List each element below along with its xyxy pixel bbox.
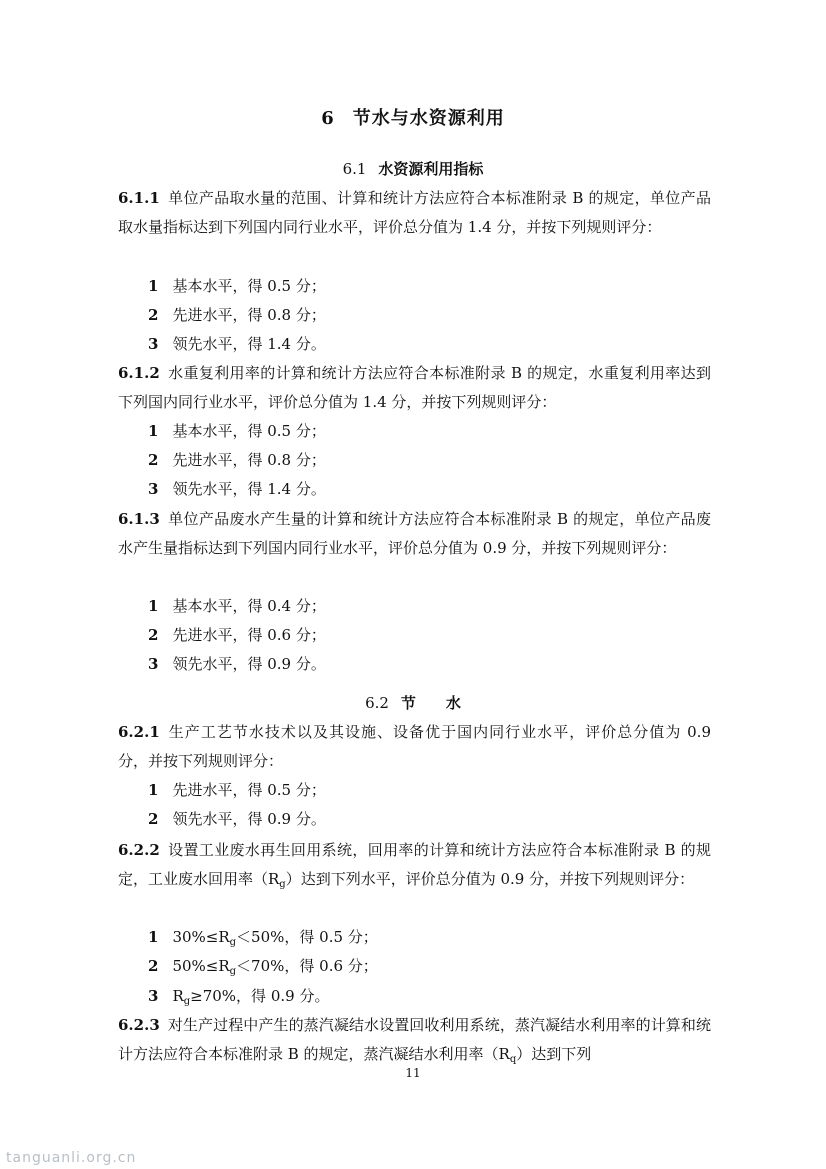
clause-text: 单位产品取水量的范围、计算和统计方法应符合本标准附录 B 的规定，单位产品取水量指标达到下列国内同行业水平，评价总分值为 1.4 分，并按下列规则评分： — [118, 189, 711, 236]
item-number: 2 — [148, 810, 159, 828]
clause-text: 水重复利用率的计算和统计方法应符合本标准附录 B 的规定，水重复利用率达到下列国内同行业水平，评价总分值为 1.4 分，并按下列规则评分： — [118, 364, 711, 411]
list-item — [148, 272, 326, 301]
item-text: 先进水平，得 0.5 分； — [172, 781, 326, 799]
clause-number: 6.1.3 — [118, 510, 160, 528]
item-text: 50%≤R — [172, 957, 230, 975]
item-text: 基本水平，得 0.5 分； — [172, 277, 326, 295]
item-text: 领先水平，得 0.9 分。 — [172, 655, 326, 673]
list-item — [148, 650, 326, 679]
clause-6-2-2 — [118, 836, 711, 894]
section-heading-6-1 — [0, 158, 826, 179]
item-number: 1 — [148, 928, 159, 946]
item-text: 先进水平，得 0.8 分； — [172, 306, 326, 324]
clause-text-cont: ）达到下列 — [516, 1045, 592, 1063]
item-text-cont: ≥70%，得 0.9 分。 — [190, 987, 330, 1005]
item-number: 3 — [148, 335, 159, 353]
chapter-heading — [0, 104, 826, 130]
item-text: 领先水平，得 1.4 分。 — [172, 335, 326, 353]
subscript: g — [229, 937, 237, 948]
clause-text: 单位产品废水产生量的计算和统计方法应符合本标准附录 B 的规定，单位产品废水产生量指标达到下列国内同行业水平，评价总分值为 0.9 分，并按下列规则评分： — [118, 510, 711, 557]
list-item — [148, 475, 326, 504]
list-item — [148, 923, 378, 952]
section-number: 6.1 — [342, 160, 367, 178]
clause-number: 6.2.1 — [118, 723, 160, 741]
clause-6-2-1 — [118, 718, 711, 776]
list-item — [148, 776, 326, 805]
subscript: g — [183, 996, 191, 1007]
clause-number: 6.1.2 — [118, 364, 160, 382]
subscript: g — [279, 879, 286, 890]
item-number: 2 — [148, 306, 159, 324]
list-item — [148, 592, 326, 621]
item-text: 先进水平，得 0.6 分； — [172, 626, 326, 644]
item-text-cont: ＜50%，得 0.5 分； — [236, 928, 378, 946]
section-title: 节 水 — [400, 694, 461, 712]
watermark-text: tanguanli.org.cn — [6, 1150, 137, 1166]
list-item — [148, 417, 326, 446]
item-number: 1 — [148, 422, 159, 440]
subscript: g — [229, 966, 237, 977]
subscript: q — [509, 1054, 517, 1065]
list-item — [148, 446, 326, 475]
item-text: 先进水平，得 0.8 分； — [172, 451, 326, 469]
chapter-title: 节水与水资源利用 — [352, 108, 505, 129]
page-number: 11 — [405, 1066, 421, 1080]
item-text: 基本水平，得 0.4 分； — [172, 597, 326, 615]
item-text: 基本水平，得 0.5 分； — [172, 422, 326, 440]
item-text: 领先水平，得 0.9 分。 — [172, 810, 326, 828]
clause-6-1-2 — [118, 359, 711, 417]
item-text-cont: ＜70%，得 0.6 分； — [236, 957, 378, 975]
section-number: 6.2 — [365, 694, 389, 712]
list-item — [148, 952, 378, 981]
section-heading-6-2 — [0, 692, 826, 713]
item-text: 领先水平，得 1.4 分。 — [172, 480, 326, 498]
item-number: 2 — [148, 451, 159, 469]
clause-number: 6.2.2 — [118, 841, 160, 859]
item-number: 1 — [148, 597, 159, 615]
item-text: 30%≤R — [172, 928, 230, 946]
list-item — [148, 301, 326, 330]
chapter-number: 6 — [321, 108, 335, 129]
clause-number: 6.2.3 — [118, 1016, 160, 1034]
clause-text: 对生产过程中产生的蒸汽凝结水设置回收利用系统，蒸汽凝结水利用率的计算和统计方法应符合本标准附录 B 的规定，蒸汽凝结水利用率（R — [118, 1016, 711, 1063]
item-text: R — [172, 987, 184, 1005]
item-number: 3 — [148, 987, 159, 1005]
item-number: 1 — [148, 277, 159, 295]
item-number: 3 — [148, 480, 159, 498]
list-item — [148, 621, 326, 650]
clause-text-cont: ）达到下列水平，评价总分值为 0.9 分，并按下列规则评分： — [285, 870, 695, 888]
section-title: 水资源利用指标 — [378, 160, 484, 178]
item-number: 2 — [148, 626, 159, 644]
item-number: 2 — [148, 957, 159, 975]
item-number: 1 — [148, 781, 159, 799]
clause-6-1-1 — [118, 184, 711, 242]
list-item — [148, 330, 326, 359]
clause-text: 生产工艺节水技术以及其设施、设备优于国内同行业水平，评价总分值为 0.9 分，并按下列规则评分： — [118, 723, 711, 770]
list-item — [148, 982, 329, 1011]
item-number: 3 — [148, 655, 159, 673]
clause-6-2-3 — [118, 1011, 711, 1069]
clause-6-1-3 — [118, 505, 711, 563]
list-item — [148, 805, 326, 834]
clause-number: 6.1.1 — [118, 189, 160, 207]
clause-text: 设置工业废水再生回用系统，回用率的计算和统计方法应符合本标准附录 B 的规定，工业废水回用率（R — [118, 841, 711, 888]
